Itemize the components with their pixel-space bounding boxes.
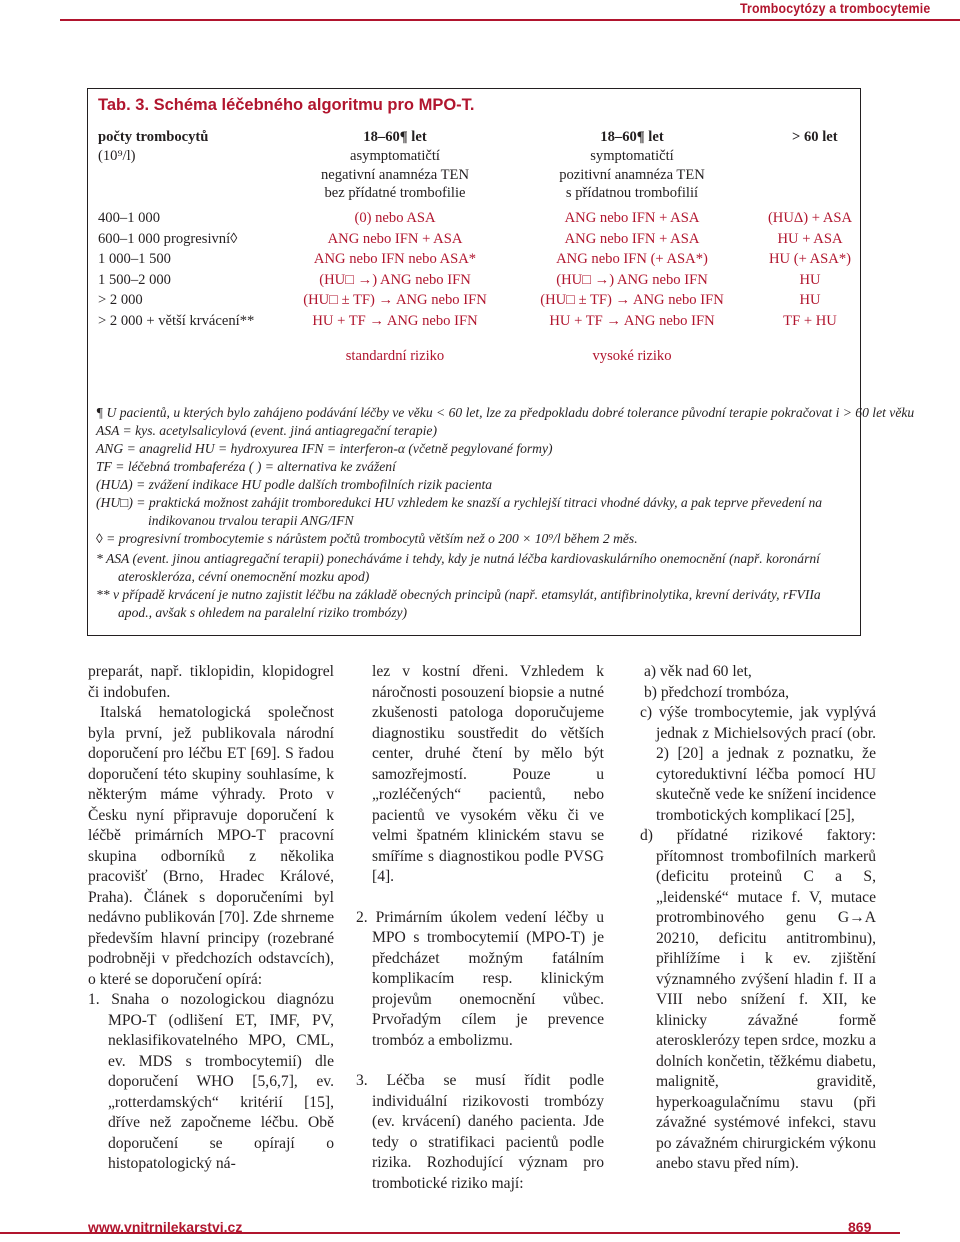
row-label: > 2 000 xyxy=(98,292,143,308)
table-note: ANG = anagrelid HU = hydroxyurea IFN = interferon-α (včetně pegylované formy) xyxy=(96,441,553,456)
list-item: 1. Snaha o nozologickou diagnózu MPO-T (odlišení ET, IMF, PV, neklasifikovatelného MPO, CML, ev. MDS s trombocytemií) dle doporučení WHO [5,6,7], ev. „rotterdamských“ kritérií [15], dříve než započneme léčbu. Obě doporučení se opírají o histopatologický ná- xyxy=(88,991,334,1172)
head-col0-line2: (10⁹/l) xyxy=(98,148,136,164)
row-cell: (HU□ ± TF) → ANG nebo IFN xyxy=(540,292,724,308)
head-col2-line3: pozitivní anamnéza TEN xyxy=(559,167,705,183)
table-note: ¶ U pacientů, u kterých bylo zahájeno podávání léčby ve věku < 60 let, lze za předpokladu dobré tolerance původní terapie pokračovat i > 60 let věku xyxy=(96,405,915,420)
head-col1-line4: bez přídatné trombofilie xyxy=(324,185,466,201)
header-rule xyxy=(60,19,960,21)
table-note: ateroskleróza, cévní onemocnění mozku apod) xyxy=(118,569,370,584)
row-cell: HU + TF → ANG nebo IFN xyxy=(312,313,478,329)
row-label: 400–1 000 xyxy=(98,210,161,226)
row-cell: TF + HU xyxy=(783,313,837,329)
body-column-3 xyxy=(630,662,876,1175)
row-cell: ANG nebo IFN + ASA xyxy=(564,210,700,226)
head-col1-line1: 18–60¶ let xyxy=(363,129,427,145)
list-item: 2. Primárním úkolem vedení léčby u MPO s trombocytemií (MPO-T) je předcházet možným fatálním komplikacím resp. klinickým projevům onemocnění vůbec. Prvořadým cílem je prevence trombóz a embolizmu. xyxy=(356,908,604,1049)
row-cell: HU + ASA xyxy=(777,231,843,247)
row-cell: (HU□ →) ANG nebo IFN xyxy=(556,272,708,288)
list-item: 3. Léčba se musí řídit podle individuální rizikovosti trombózy (ev. krvácení) daného pacienta. Jde tedy o stratifikaci pacientů podle rizika. Rozhodující význam pro trombotické riziko mají: xyxy=(356,1072,604,1192)
row-label: > 2 000 + větší krvácení** xyxy=(98,313,255,329)
row-cell: HU xyxy=(799,292,821,308)
row-cell: HU (+ ASA*) xyxy=(768,251,851,267)
list-item: d) přídatné rizikové faktory: přítomnost trombofilních markerů (deficitu proteinů C a S, „leidenské“ mutace f. V, mutace protrombinového genu G→A 20210, deficitu antitrombinu), přihlížíme i k ev. zjištění významného zvýšení hladin f. II a VIII nebo snížení f. XII, ke klinicky závažné formě aterosklerózy tepen srdce, mozku a dolních končetin, těžkému diabetu, malignitě, graviditě, hyperkoagulačnímu stavu (při závažné systémové infekci, stavu po závažném chirurgickém výkonu anebo stavu před ním). xyxy=(640,827,876,1172)
row-cell: HU + TF → ANG nebo IFN xyxy=(549,313,715,329)
head-col2-line2: symptomatičtí xyxy=(590,148,674,164)
table-note: indikovanou trvalou terapii ANG/IFN xyxy=(148,513,354,528)
table-note: (HU□) = praktická možnost zahájit tromboredukci HU vzhledem ke snazší a rychlejší titraci vhodné dávky, a pak teprve převedení na xyxy=(96,495,823,510)
head-col0-line1: počty trombocytů xyxy=(98,129,209,145)
row-cell: (HUΔ) + ASA xyxy=(767,210,853,226)
body-column-1 xyxy=(88,662,334,1175)
table-note: ASA = kys. acetylsalicylová (event. jiná antiagregační terapie) xyxy=(96,423,437,438)
list-item: b) předchozí trombóza, xyxy=(644,683,790,701)
row-label: 1 000–1 500 xyxy=(98,251,171,267)
table-note: ** v případě krvácení je nutno zajistit léčbu na základě obecných principů (např. etamsylát, antifibrinolytika, krevní deriváty, rFVIIa xyxy=(96,587,821,602)
row-cell: (HU□ ± TF) → ANG nebo IFN xyxy=(303,292,487,308)
list-item: c) výše trombocytemie, jak vyplývá jednak z Michielsových prací (obr. 2) [20] a jednak z poznatku, že cytoreduktivní léčba pomocí HU skutečně vede ke snížení incidence trombotických komplikací [25], xyxy=(640,704,876,824)
row-cell: ANG nebo IFN nebo ASA* xyxy=(313,251,477,267)
head-col1-line3: negativní anamnéza TEN xyxy=(320,167,470,183)
footer-url[interactable]: www.vnitrnilekarstvi.cz xyxy=(88,1219,243,1235)
running-title: Trombocytózy a trombocytemie xyxy=(739,0,930,16)
table-note: * ASA (event. jinou antiagregační terapii) ponecháváme i tehdy, kdy je nutná léčba kardiovaskulárního onemocnění (např. koronární xyxy=(96,551,820,566)
row-label: 600–1 000 progresivní◊ xyxy=(98,231,238,247)
head-col2-line1: 18–60¶ let xyxy=(600,129,664,145)
risk-standard: standardní riziko xyxy=(345,348,445,364)
row-cell: ANG nebo IFN (+ ASA*) xyxy=(556,251,708,267)
paragraph: lez v kostní dřeni. Vzhledem k náročnosti posouzení biopsie a nutné zkušenosti patologa doporučujeme diagnostiku soustředit do větších center, druhé čtení by mělo být samozřejmostí. Pouze u „rozléčených“ pacientů, nebo pacientů ve vysokém věku či ve velmi špatném klinickém stavu se smíříme s diagnostikou podle PVSG [4]. xyxy=(372,663,604,885)
head-col1-line2: asymptomatičtí xyxy=(350,148,440,164)
row-cell: (HU□ →) ANG nebo IFN xyxy=(319,272,471,288)
page-number: 869 xyxy=(848,1219,872,1235)
list-item: a) věk nad 60 let, xyxy=(644,663,752,680)
row-cell: HU xyxy=(799,272,821,288)
row-cell: ANG nebo IFN + ASA xyxy=(564,231,700,247)
head-col3-line1: > 60 let xyxy=(792,129,838,145)
row-label: 1 500–2 000 xyxy=(98,272,171,288)
table-note: apod., avšak s ohledem na paralelní riziko trombózy) xyxy=(118,605,408,620)
table-note: TF = léčebná trombaferéza ( ) = alternativa ke zvážení xyxy=(96,459,396,474)
table-title: Tab. 3. Schéma léčebného algoritmu pro MPO-T. xyxy=(98,96,475,114)
table-note: (HUΔ) = zvážení indikace HU podle dalších trombofilních rizik pacienta xyxy=(96,477,493,492)
table-note: ◊ = progresivní trombocytemie s nárůstem počtů trombocytů větším než o 200 × 10⁹/l během 2 měs. xyxy=(96,531,638,546)
paragraph: Italská hematologická společnost byla první, jež publikovala národní doporučení pro léčbu ET [69]. S řadou doporučení této skupiny souhlasíme, k některým máme výhrady. Proto v Česku nyní připravuje doporučení k léčbě primárních MPO-T pracovní skupina odborníků z několika pracovišť (Brno, Hradec Králové, Praha). Článek s doporučeními byl nedávno publikován [70]. Zde shrneme především hlavní principy (rozebrané podrobněji v předchozích odstavcích), o které se doporučení opírá: xyxy=(88,704,334,988)
row-cell: (0) nebo ASA xyxy=(354,210,436,226)
head-col2-line4: s přídatnou trombofilií xyxy=(565,185,699,201)
paragraph: preparát, např. tiklopidin, klopidogrel či indobufen. xyxy=(88,663,334,701)
body-column-2 xyxy=(356,662,604,1194)
risk-high: vysoké riziko xyxy=(592,348,672,364)
row-cell: ANG nebo IFN + ASA xyxy=(327,231,463,247)
